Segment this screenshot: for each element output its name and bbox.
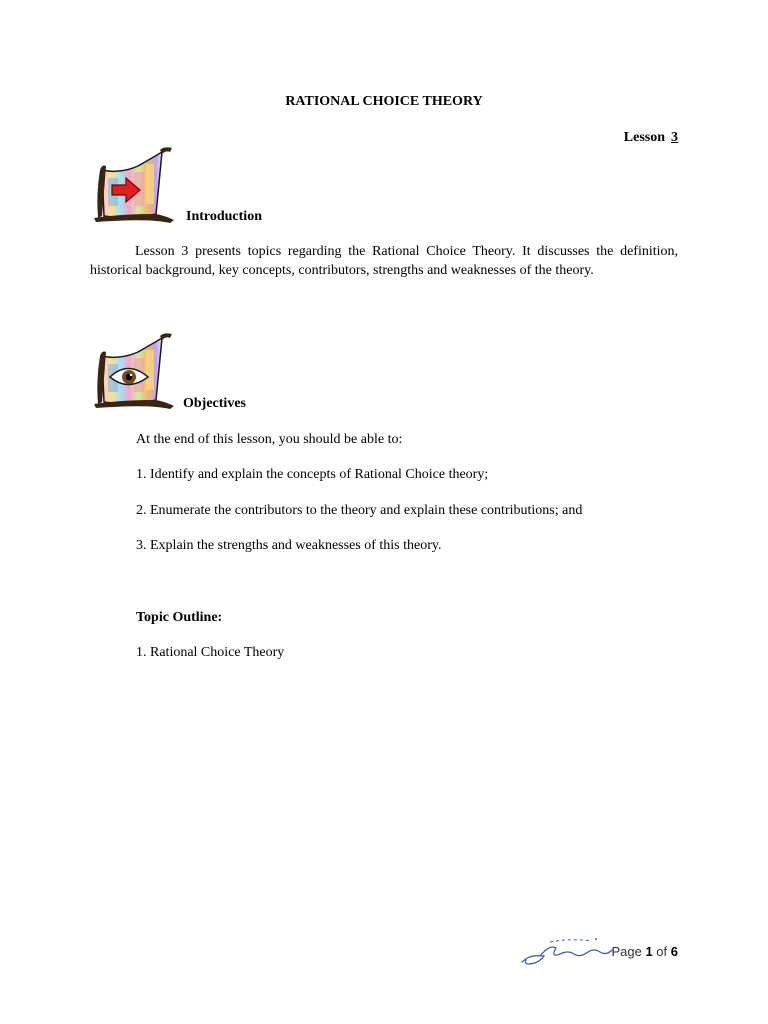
signature-mark: [520, 934, 616, 968]
lesson-label: [624, 130, 678, 146]
objective-item-1: 1. Identify and explain the concepts of Rational Choice theory;: [136, 467, 489, 482]
of-word: of: [656, 944, 668, 959]
introduction-text: Lesson 3 presents topics regarding the Rational Choice Theory. It discusses the definition, historical background, key concepts, contributors, strengths and weaknesses of the theory.: [90, 244, 678, 278]
total-pages: 6: [670, 944, 678, 959]
introduction-heading: Introduction: [186, 209, 262, 224]
page-number: [611, 944, 678, 959]
objectives-lead: At the end of this lesson, you should be able to:: [136, 432, 403, 447]
topic-outline-item-1: 1. Rational Choice Theory: [136, 645, 285, 660]
document-title: RATIONAL CHOICE THEORY: [285, 94, 483, 109]
lesson-word: Lesson: [623, 130, 665, 145]
objective-item-2: 2. Enumerate the contributors to the theory and explain these contributions; and: [136, 503, 583, 518]
page-word: Page: [611, 944, 642, 959]
curtain-arrow-icon: [90, 144, 176, 224]
objectives-heading: Objectives: [183, 396, 246, 411]
topic-outline-heading: Topic Outline:: [136, 610, 223, 625]
introduction-paragraph: [90, 243, 678, 280]
curtain-eye-icon: [90, 330, 176, 410]
lesson-number: 3: [671, 130, 678, 145]
objective-item-3: 3. Explain the strengths and weaknesses of this theory.: [136, 538, 442, 553]
current-page: 1: [645, 944, 653, 959]
